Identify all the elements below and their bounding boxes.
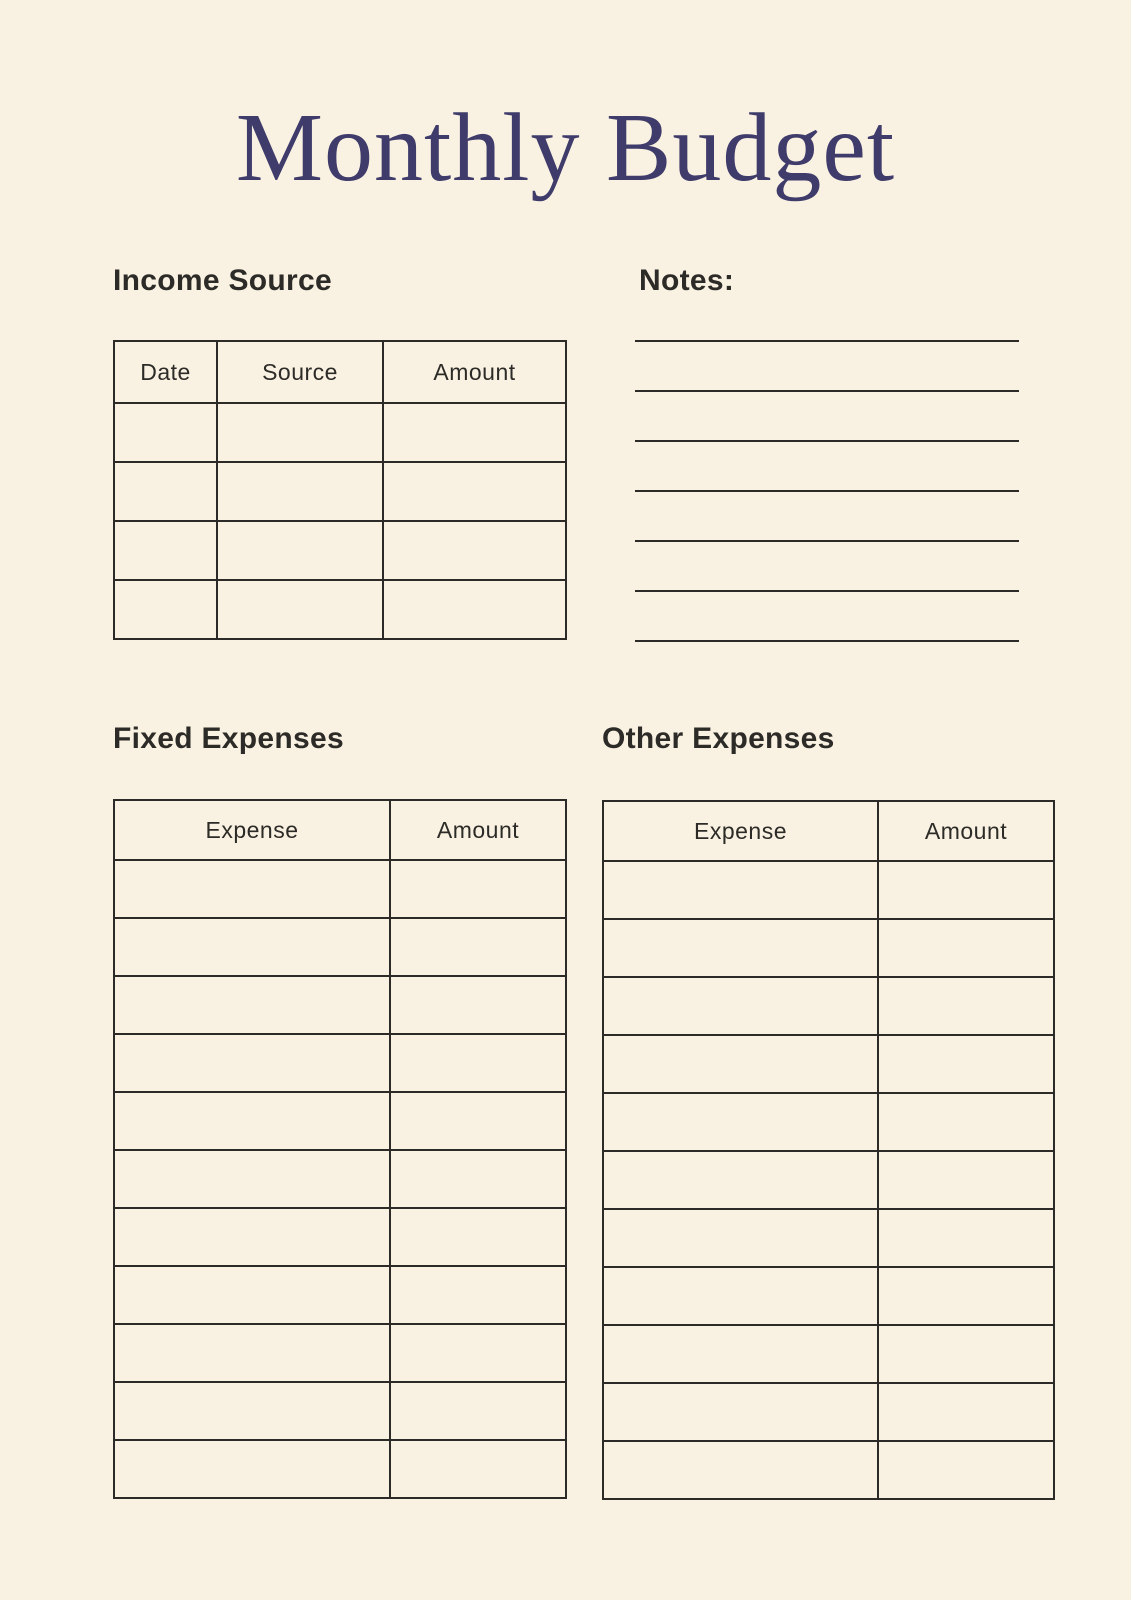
column-header-amount: Amount: [383, 341, 566, 403]
table-row: [114, 1324, 566, 1382]
income-table-body: [114, 403, 566, 639]
empty-cell[interactable]: [390, 1266, 566, 1324]
empty-cell[interactable]: [383, 462, 566, 521]
empty-cell[interactable]: [390, 1034, 566, 1092]
other-expenses-table-header: [603, 801, 1054, 861]
table-row: [114, 1150, 566, 1208]
table-row: [114, 462, 566, 521]
table-row: [114, 860, 566, 918]
fixed-expenses-table: [113, 799, 567, 1499]
empty-cell[interactable]: [114, 1034, 390, 1092]
note-line[interactable]: [635, 592, 1019, 642]
empty-cell[interactable]: [217, 403, 383, 462]
note-line[interactable]: [635, 492, 1019, 542]
empty-cell[interactable]: [390, 860, 566, 918]
empty-cell[interactable]: [878, 977, 1054, 1035]
empty-cell[interactable]: [603, 1093, 878, 1151]
column-header-source: Source: [217, 341, 383, 403]
empty-cell[interactable]: [390, 1092, 566, 1150]
table-row: [603, 977, 1054, 1035]
empty-cell[interactable]: [878, 861, 1054, 919]
empty-cell[interactable]: [114, 976, 390, 1034]
fixed-expenses-table-header: [114, 800, 566, 860]
column-header-amount: Amount: [878, 801, 1054, 861]
empty-cell[interactable]: [390, 1440, 566, 1498]
empty-cell[interactable]: [390, 1324, 566, 1382]
empty-cell[interactable]: [383, 403, 566, 462]
empty-cell[interactable]: [383, 580, 566, 639]
empty-cell[interactable]: [603, 977, 878, 1035]
notes-writing-lines: [635, 292, 1019, 642]
empty-cell[interactable]: [114, 1266, 390, 1324]
table-row: [114, 403, 566, 462]
table-row: [114, 1034, 566, 1092]
empty-cell[interactable]: [390, 1208, 566, 1266]
column-header-amount: Amount: [390, 800, 566, 860]
column-header-date: Date: [114, 341, 217, 403]
empty-cell[interactable]: [383, 521, 566, 580]
table-row: [114, 1208, 566, 1266]
empty-cell[interactable]: [878, 1209, 1054, 1267]
table-row: [603, 1441, 1054, 1499]
empty-cell[interactable]: [114, 1324, 390, 1382]
notes-section-heading: Notes:: [639, 264, 735, 297]
table-row: [603, 1151, 1054, 1209]
empty-cell[interactable]: [114, 918, 390, 976]
empty-cell[interactable]: [878, 1383, 1054, 1441]
empty-cell[interactable]: [114, 580, 217, 639]
table-row: [603, 919, 1054, 977]
empty-cell[interactable]: [114, 462, 217, 521]
empty-cell[interactable]: [603, 1035, 878, 1093]
column-header-expense: Expense: [603, 801, 878, 861]
empty-cell[interactable]: [217, 462, 383, 521]
empty-cell[interactable]: [603, 1383, 878, 1441]
table-row: [114, 1382, 566, 1440]
note-line[interactable]: [635, 392, 1019, 442]
note-line[interactable]: [635, 442, 1019, 492]
other-expenses-table-body: [603, 861, 1054, 1499]
table-row: [603, 1267, 1054, 1325]
other-expenses-section-heading: Other Expenses: [602, 722, 835, 755]
empty-cell[interactable]: [878, 919, 1054, 977]
table-row: [114, 521, 566, 580]
empty-cell[interactable]: [390, 1150, 566, 1208]
income-table: [113, 340, 567, 640]
table-row: [603, 861, 1054, 919]
empty-cell[interactable]: [603, 1325, 878, 1383]
empty-cell[interactable]: [114, 403, 217, 462]
page-title: Monthly Budget: [235, 94, 896, 202]
empty-cell[interactable]: [603, 861, 878, 919]
empty-cell[interactable]: [390, 918, 566, 976]
empty-cell[interactable]: [114, 1208, 390, 1266]
empty-cell[interactable]: [878, 1325, 1054, 1383]
table-row: [603, 1035, 1054, 1093]
empty-cell[interactable]: [114, 1440, 390, 1498]
empty-cell[interactable]: [603, 1441, 878, 1499]
fixed-expenses-section-heading: Fixed Expenses: [113, 722, 344, 755]
table-row: [114, 1092, 566, 1150]
empty-cell[interactable]: [878, 1267, 1054, 1325]
empty-cell[interactable]: [114, 860, 390, 918]
empty-cell[interactable]: [878, 1035, 1054, 1093]
table-row: [603, 1383, 1054, 1441]
empty-cell[interactable]: [390, 1382, 566, 1440]
empty-cell[interactable]: [114, 521, 217, 580]
table-row: [603, 1209, 1054, 1267]
empty-cell[interactable]: [603, 1151, 878, 1209]
empty-cell[interactable]: [603, 919, 878, 977]
empty-cell[interactable]: [114, 1150, 390, 1208]
table-row: [114, 918, 566, 976]
table-row: [114, 1266, 566, 1324]
table-row: [114, 1440, 566, 1498]
income-section-heading: Income Source: [113, 264, 332, 297]
empty-cell[interactable]: [878, 1151, 1054, 1209]
empty-cell[interactable]: [390, 976, 566, 1034]
empty-cell[interactable]: [878, 1093, 1054, 1151]
empty-cell[interactable]: [217, 521, 383, 580]
note-line[interactable]: [635, 542, 1019, 592]
empty-cell[interactable]: [114, 1382, 390, 1440]
note-line[interactable]: [635, 342, 1019, 392]
empty-cell[interactable]: [114, 1092, 390, 1150]
income-table-header: [114, 341, 566, 403]
empty-cell[interactable]: [217, 580, 383, 639]
fixed-expenses-table-body: [114, 860, 566, 1498]
column-header-expense: Expense: [114, 800, 390, 860]
other-expenses-table: [602, 800, 1055, 1500]
empty-cell[interactable]: [603, 1267, 878, 1325]
empty-cell[interactable]: [878, 1441, 1054, 1499]
note-line[interactable]: [635, 292, 1019, 342]
table-row: [603, 1325, 1054, 1383]
empty-cell[interactable]: [603, 1209, 878, 1267]
table-row: [603, 1093, 1054, 1151]
table-row: [114, 976, 566, 1034]
table-row: [114, 580, 566, 639]
